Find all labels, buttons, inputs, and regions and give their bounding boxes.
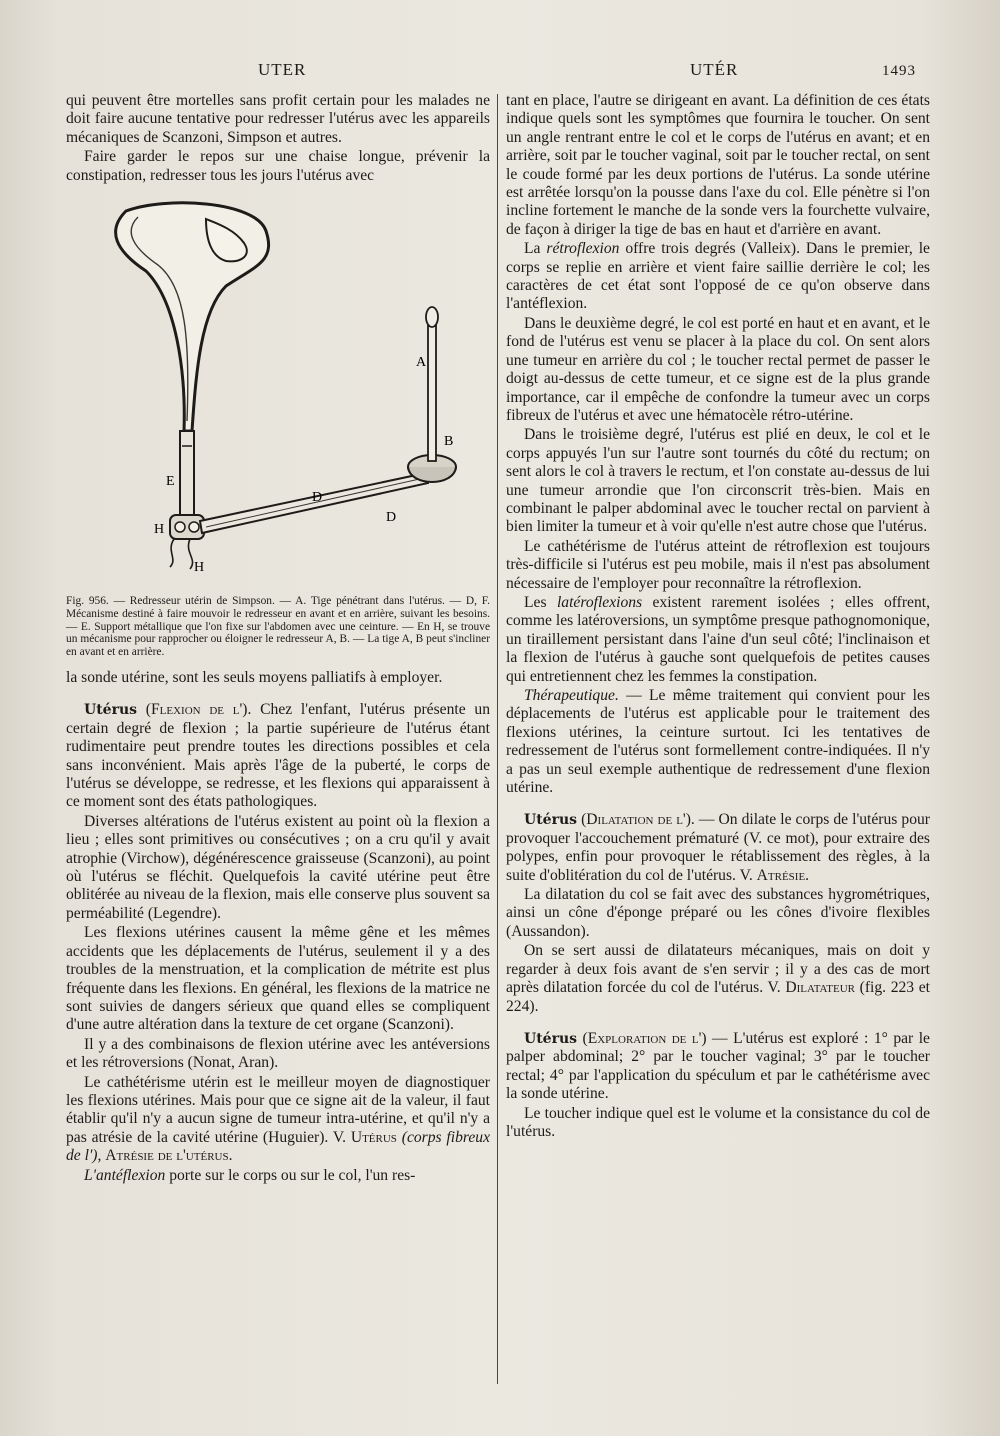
paragraph-text: On se sert aussi de dilatateurs mécaniques, mais on doit y regarder à deux fois avant de s'en servir ; il y a des cas de mort après dilatation forcée du col de l'utérus. V.: [506, 942, 930, 997]
paragraph: [506, 240, 930, 314]
paragraph-text: (fig. 223 et 224).: [506, 979, 930, 1015]
label-E: E: [166, 474, 175, 490]
paragraph-text: .: [805, 866, 810, 884]
cross-ref-italic: (corps fibreux de l'),: [66, 1128, 491, 1165]
label-D1: D: [312, 490, 323, 506]
right-column: [506, 92, 930, 1142]
mechanism-screw: [189, 522, 199, 532]
rod-A-tip: [426, 307, 438, 327]
entry-exploration: [506, 1030, 930, 1104]
paragraph: Dans le deuxième degré, le col est porté en haut et en avant, et le fond de l'utérus est venu se placer à la place du col. On sent alors une tumeur en arrière du col ; le toucher rectal permet de passer le doigt au-dessus de cette tumeur, et ce signe est de la plus grande importance, car il empêche de confondre la tumeur avec un corps fibreux de l'utérus et avec une hématocèle rétro-utérine.: [506, 314, 930, 424]
entry-subhead: (Flexion de l').: [145, 701, 252, 719]
paragraph-text: Les: [524, 593, 557, 611]
italic-term: rétroflexion: [546, 240, 620, 258]
cross-ref[interactable]: Utérus: [350, 1128, 397, 1146]
label-H1: H: [154, 522, 165, 538]
italic-term: latéroflexions: [556, 593, 643, 611]
paragraph: [66, 1074, 490, 1166]
italic-term: L'antéflexion: [84, 1166, 166, 1184]
entry-flexion: [66, 701, 490, 811]
entry-subhead: (Exploration de l'): [582, 1029, 707, 1047]
italic-term: Thérapeutique.: [524, 687, 619, 704]
paragraph-text: — L'utérus est exploré : 1° par le palper abdominal; 2° par le toucher vaginal; 3° par le toucher rectal; 4° par l'application du spéculum et par le cathétérisme avec la sonde utérine.: [506, 1029, 930, 1103]
paragraph-text: Le cathétérisme utérin est le meilleur moyen de diagnostiquer les flexions utérines. Mais pour que ce signe ait de la valeur, il faut établir qu'il n'y a aucun signe de tumeur intra-utérine, et qu'il n'y a pas atrésie de la cavité utérine (Huguier). V.: [66, 1073, 490, 1146]
label-A: A: [416, 355, 427, 371]
paragraph-text: — Le même traitement qui convient pour les déplacements de l'utérus est applicable pour le traitement des flexions utérines, la ceinture surtout. Ici les tentatives de redressement de l'utérus sont formellement contre-indiquées. Il n'y a pas un seul exemple authentique de redressement d'une flexion utérine.: [506, 687, 930, 797]
caption-lead: Fig. 956.: [66, 595, 109, 608]
paragraph: Les flexions utérines causent la même gêne et les mêmes accidents que les déplacements de l'utérus, seulement il y a des troubles de la menstruation, et la complication de métrite est plus fréquente dans les flexions. En général, les flexions de la matrice ne sont suivies de dangers sérieux que quand elles se compliquent d'une autre altération dans la texture de cet organe (Scanzoni).: [66, 924, 490, 1034]
paragraph: Le toucher indique quel est le volume et la consistance du col de l'utérus.: [506, 1104, 930, 1140]
paragraph: tant en place, l'autre se dirigeant en avant. La définition de ces états indique quels sont les symptômes que fournira le toucher. On sent un angle rentrant entre le col et le corps de l'utérus en avant; et en arrière, soit par le toucher vaginal, soit par le toucher rectal, on sent le coude formé par les deux portions de l'utérus. La sonde utérine est arrêtée lorsqu'on la pousse dans l'axe du col. Elle pénètre si l'on incline fortement le manche de la sonde vers la fourchette vulvaire, de façon à diriger la tige de bas en haut et d'arrière en avant.: [506, 92, 930, 238]
paragraph: [506, 942, 930, 1016]
rod-A: [428, 321, 436, 461]
stem-E: [180, 431, 194, 521]
running-head-center: UTÉR: [690, 60, 739, 79]
cross-ref[interactable]: Atrésie: [756, 866, 806, 884]
running-head-left: UTER: [258, 60, 307, 79]
label-B: B: [444, 434, 454, 450]
paragraph: Il y a des combinaisons de flexion utérine avec les antéversions et les rétroversions (Nonat, Aran).: [66, 1035, 490, 1072]
entry-head: Utérus: [524, 812, 578, 829]
entry-head: Utérus: [84, 702, 138, 719]
cross-ref[interactable]: Atrésie de l'utérus: [105, 1147, 229, 1165]
paragraph: [506, 687, 930, 797]
figure-caption: [66, 595, 490, 659]
entry-dilatation: [506, 811, 930, 885]
paragraph: Diverses altérations de l'utérus existent au point où la flexion a lieu ; elles sont primitives ou consécutives ; on a cru qu'il y avait atrophie (Virchow), dégénérescence graisseuse (Scanzoni), au point où l'utérus se fléchit. Quelquefois la cavité utérine peut être oblitérée au niveau de la flexion, mais elle conserve plus souvent sa perméabilité (Legendre).: [66, 812, 490, 922]
paragraph: [66, 1167, 490, 1185]
page-number: 1493: [882, 63, 916, 79]
paragraph: la sonde utérine, sont les seuls moyens palliatifs à employer.: [66, 669, 443, 687]
mechanism-screw: [175, 522, 185, 532]
paragraph: [506, 594, 930, 686]
entry-subhead: (Dilatation de l').: [581, 811, 695, 829]
paragraph: qui peuvent être mortelles sans profit certain pour les malades ne doit faire aucune tentative pour redresser l'utérus avec les appareils mécaniques de Scanzoni, Simpson et autres.: [66, 92, 490, 146]
label-H2: H: [194, 560, 205, 576]
paragraph-text: Chez l'enfant, l'utérus présente un certain degré de flexion ; la partie supérieure de l'utérus étant rudimentaire peut prendre toutes les directions possibles et cela sans inconvénient. Mais après l'âge de la puberté, le corps de l'utérus se développe, se redresse, et les flexions qui apparaissent à ce moment sont des états pathologiques.: [66, 701, 490, 811]
label-D2: D: [386, 510, 397, 526]
paragraph: Dans le troisième degré, l'utérus est plié en deux, le col et le corps appuyés l'un sur l'autre sont tournés du côté du rectum; on sent alors le col à travers le rectum, et l'on constate au-dessus de lui une tumeur arrondie que l'on circonscrit très-bien. Mais en combinant le palper abdominal avec le toucher rectal on parvient à bien limiter la tumeur et à voir qu'elle n'est autre chose que l'utérus.: [506, 426, 930, 536]
paragraph-text: offre trois degrés (Valleix). Dans le premier, le corps se replie en arrière et vient faire saillie derrière le col; les caractères de cet état sont l'opposé de ce qu'on observe dans l'antéflexion.: [506, 240, 930, 313]
paragraph: Le cathétérisme de l'utérus atteint de rétroflexion est toujours très-difficile si l'utérus est peu mobile, mais il n'est pas absolument nécessaire de l'employer pour reconnaître la rétroflexion.: [506, 537, 930, 592]
paragraph-text: La: [524, 240, 547, 258]
entry-head: Utérus: [524, 1030, 578, 1047]
caption-text: — Redresseur utérin de Simpson. — A. Tige pénétrant dans l'utérus. — D, F. Mécanisme destiné à faire mouvoir le redresseur en avant et en arrière, suivant les besoins. — E. Support métallique que l'on fixe sur l'abdomen avec une ceinture. — En H, se trouve un mécanisme pour rapprocher ou éloigner le redresseur A, B. — La tige A, B peut s'incliner en avant et en arrière.: [66, 595, 490, 659]
paragraph: Faire garder le repos sur une chaise longue, prévenir la constipation, redresser tous les jours l'utérus avec: [66, 148, 490, 184]
paragraph-text: — On dilate le corps de l'utérus pour provoquer l'accouchement prématuré (V. ce mot), pour extraire des polypes, enfin pour provoquer le rétablissement des règles, à la suite d'oblitération du col de l'utérus. V.: [506, 811, 930, 884]
paragraph-text: existent rarement isolées ; elles offrent, comme les latéroversions, un symptôme presque pathognomonique, un tiraillement persistant dans l'aine d'un seul côté; l'inclinaison et la flexion de l'utérus à gauche sont quelquefois de petites causes qui entretiennent chez les femmes la constipation.: [506, 593, 930, 685]
paragraph-text: .: [228, 1147, 233, 1165]
paragraph-text: porte sur le corps ou sur le col, l'un res-: [165, 1166, 416, 1184]
support-loop: [116, 203, 269, 431]
spring-wire: [170, 539, 193, 569]
figure-simpson-redresseur: [66, 191, 490, 591]
paragraph: La dilatation du col se fait avec des substances hygrométriques, ainsi un cône d'éponge préparé ou les cônes d'ivoire flexibles (Aussandon).: [506, 886, 930, 940]
column-divider: [497, 94, 498, 1384]
left-column: [66, 92, 490, 1186]
redresseur-illustration: [66, 191, 490, 591]
cross-ref[interactable]: Dilatateur: [785, 979, 855, 997]
